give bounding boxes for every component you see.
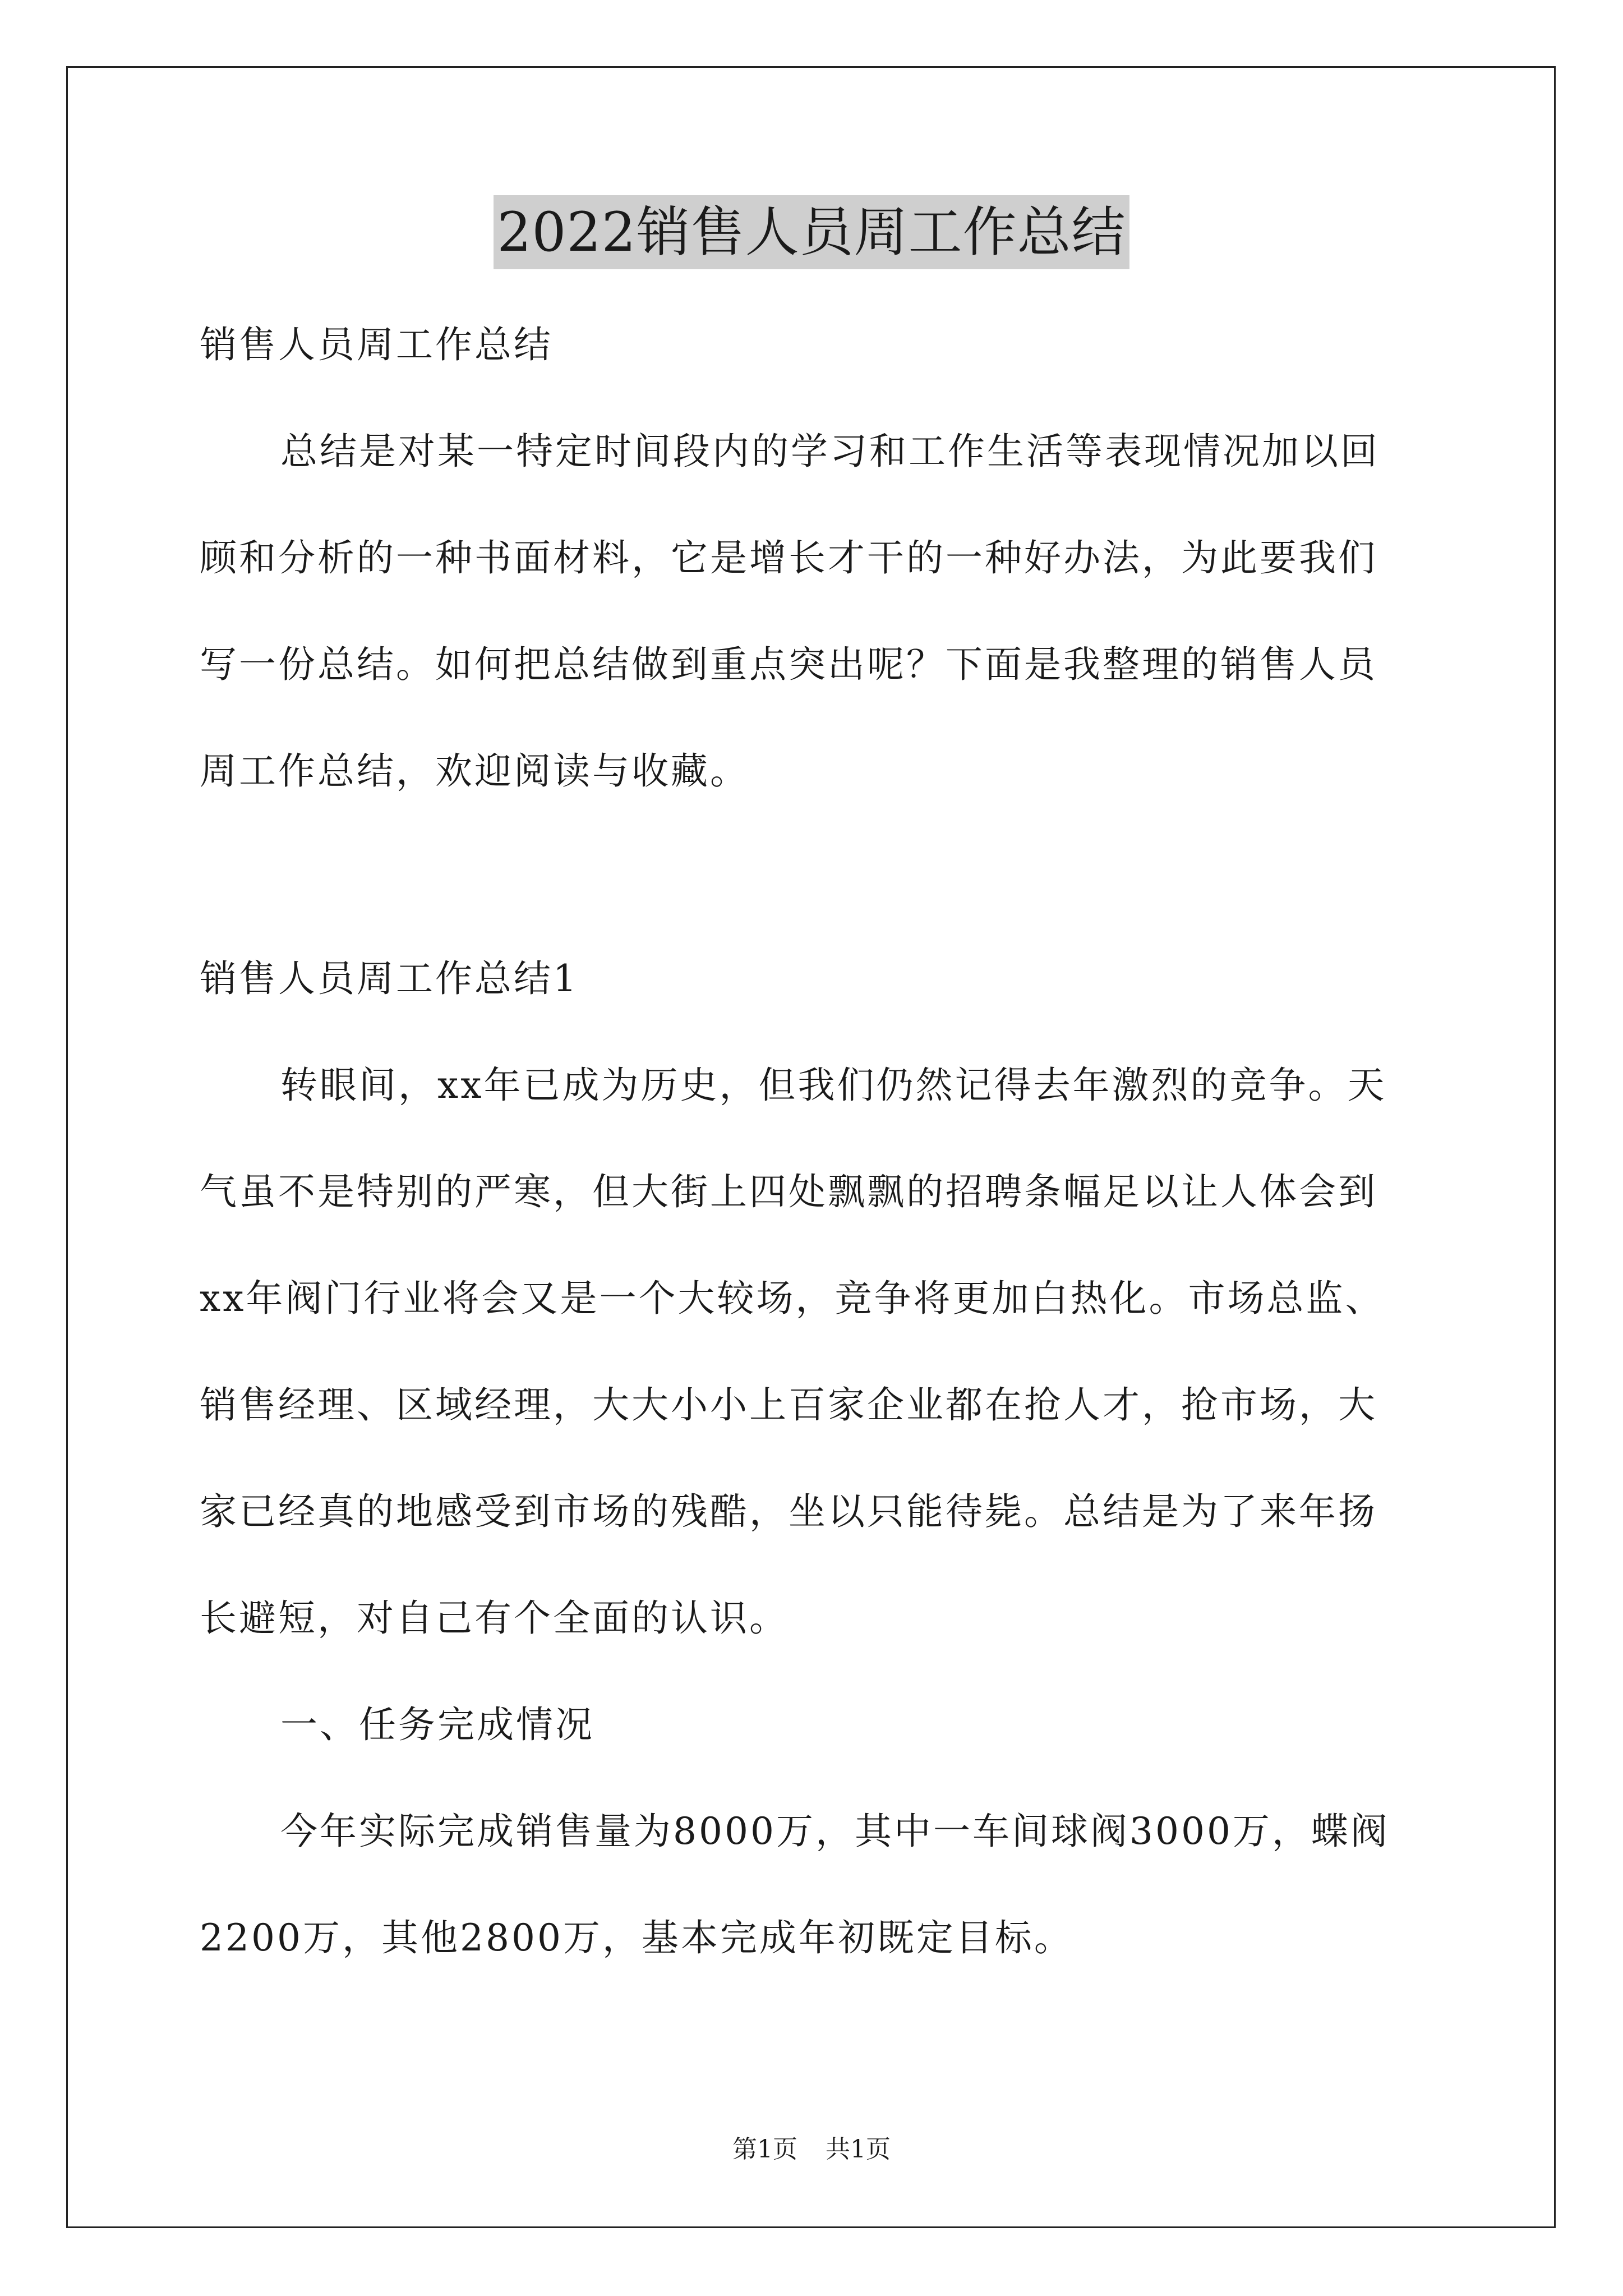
page-footer xyxy=(0,2133,1623,2166)
paragraph-line: xx年阀门行业将会又是一个大较场，竞争将更加白热化。市场总监、 xyxy=(200,1277,1385,1320)
section-heading: 销售人员周工作总结1 xyxy=(200,957,579,1000)
paragraph-line: 顾和分析的一种书面材料，它是增长才干的一种好办法，为此要我们 xyxy=(200,536,1377,579)
paragraph-line: 家已经真的地感受到市场的残酷，坐以只能待毙。总结是为了来年扬 xyxy=(200,1490,1377,1533)
page-number: 第1页 xyxy=(732,2135,797,2164)
paragraph-line: 气虽不是特别的严寒，但大街上四处飘飘的招聘条幅足以让人体会到 xyxy=(200,1170,1377,1213)
document-title: 2022销售人员周工作总结 xyxy=(494,195,1129,269)
paragraph-line: 转眼间，xx年已成为历史，但我们仍然记得去年激烈的竞争。天 xyxy=(280,1064,1387,1107)
subsection-heading: 一、任务完成情况 xyxy=(280,1703,594,1746)
title-container xyxy=(0,195,1623,269)
section-heading: 销售人员周工作总结 xyxy=(200,323,553,366)
page-border xyxy=(66,66,1556,2228)
paragraph-line: 写一份总结。如何把总结做到重点突出呢？下面是我整理的销售人员 xyxy=(200,643,1377,686)
paragraph-line: 周工作总结，欢迎阅读与收藏。 xyxy=(200,749,749,793)
paragraph-line: 今年实际完成销售量为8000万，其中一车间球阀3000万，蝶阀 xyxy=(280,1810,1390,1853)
paragraph-line: 销售经理、区域经理，大大小小上百家企业都在抢人才，抢市场，大 xyxy=(200,1383,1377,1427)
paragraph-line: 长避短，对自己有个全面的认识。 xyxy=(200,1596,789,1640)
paragraph-line: 2200万，其他2800万，基本完成年初既定目标。 xyxy=(200,1916,1073,1959)
page-total: 共1页 xyxy=(826,2135,891,2164)
paragraph-line: 总结是对某一特定时间段内的学习和工作生活等表现情况加以回 xyxy=(280,430,1380,473)
